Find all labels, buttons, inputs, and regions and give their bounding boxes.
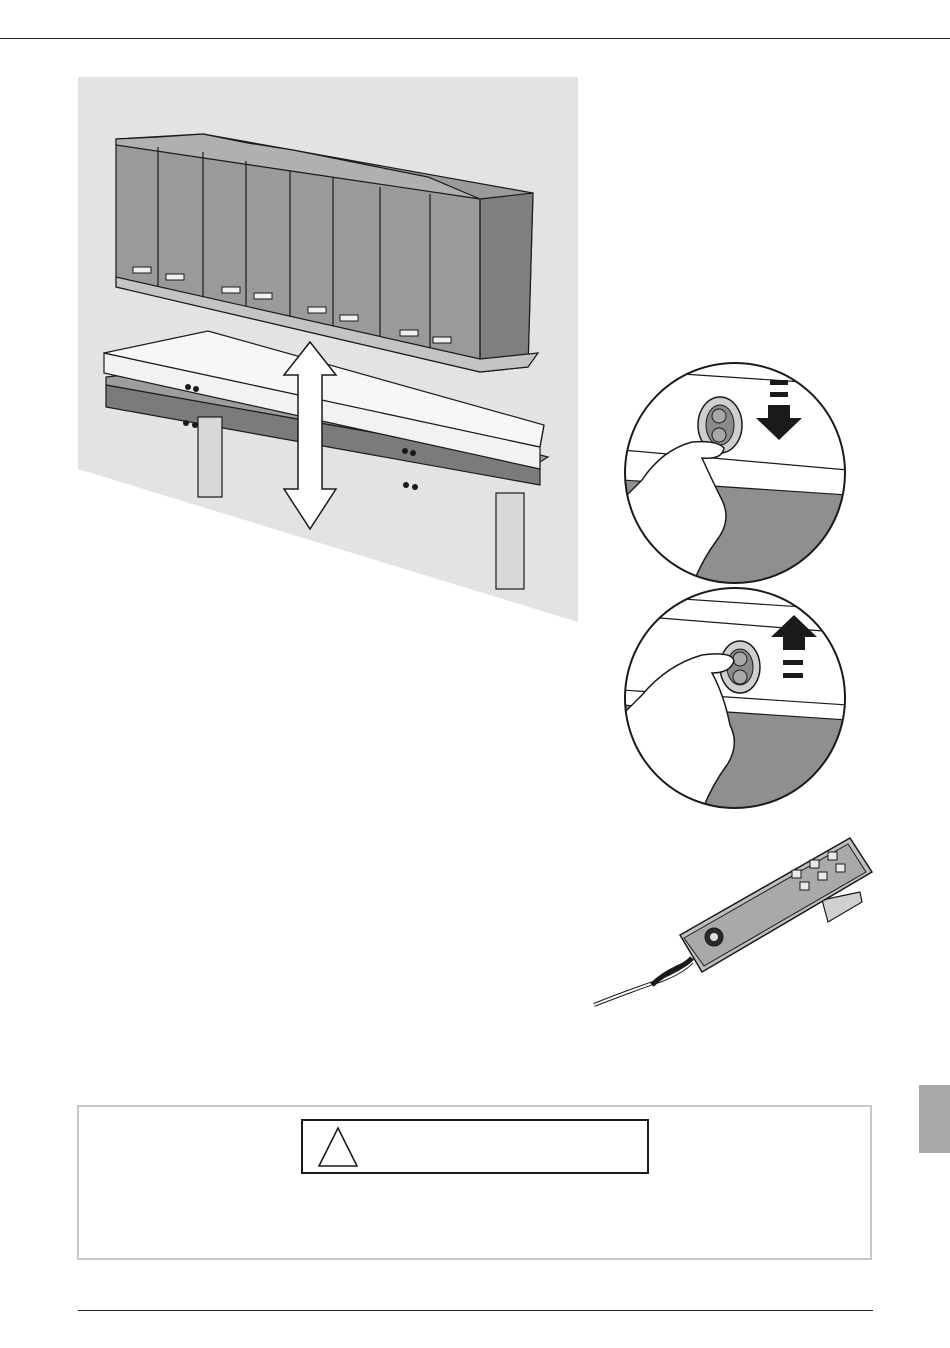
header-rule [0, 38, 950, 39]
warning-label [301, 1119, 649, 1174]
hand-remote-icon [592, 830, 882, 1020]
detail-raise-button [622, 585, 848, 811]
detail-lower-button [622, 360, 848, 586]
footer-rule [78, 1310, 873, 1311]
warning-triangle-icon [315, 1124, 361, 1170]
desk-illustration [78, 77, 578, 622]
chapter-tab [919, 1085, 950, 1153]
